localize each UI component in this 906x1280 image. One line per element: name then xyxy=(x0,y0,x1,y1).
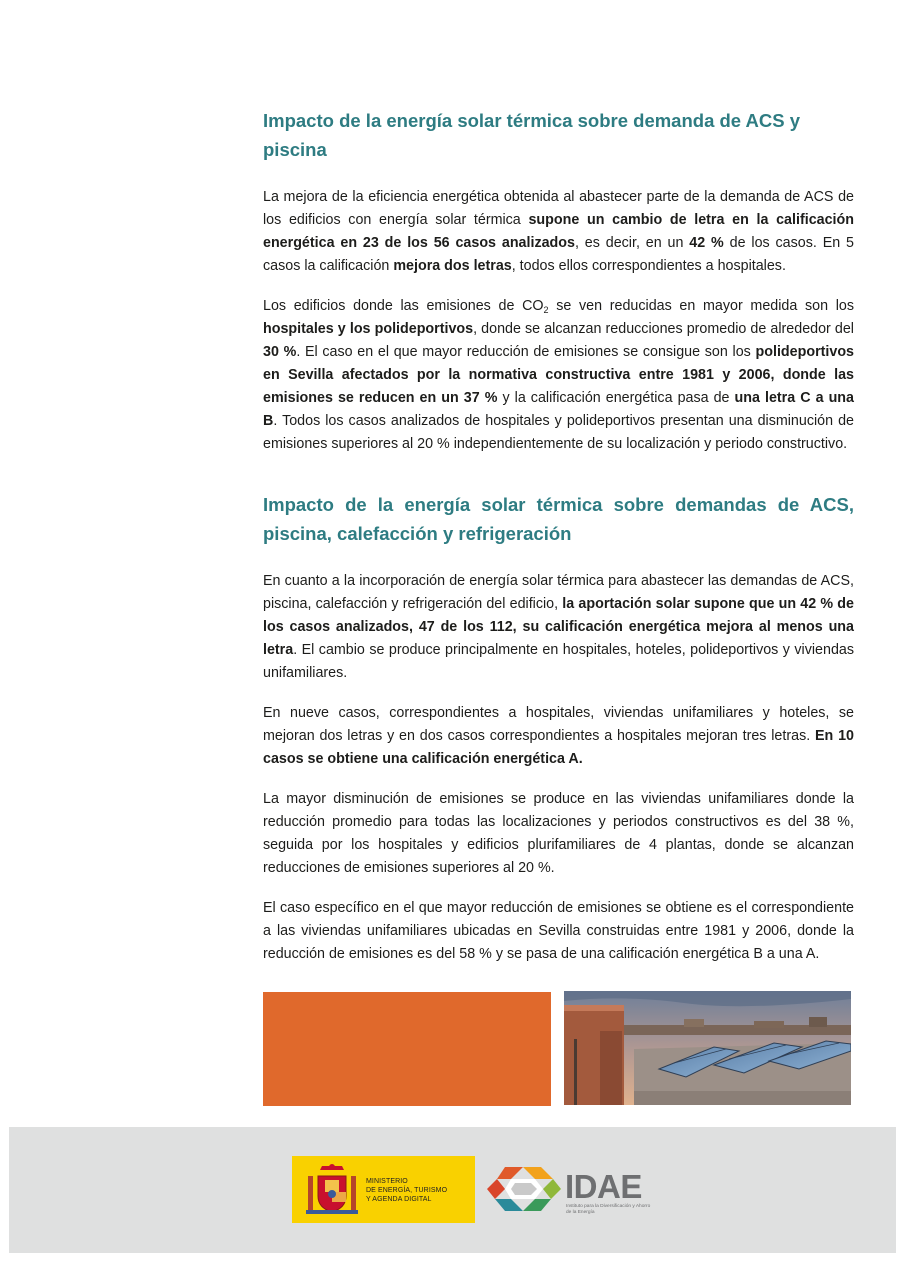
orange-color-block xyxy=(263,992,551,1106)
section2-paragraph-1: En cuanto a la incorporación de energía solar térmica para abastecer las demandas de ACS, piscina, calefacción y refrigeración del edificio, la aportación solar supone que un 42 % de los casos analizados, 47 de los 112, su calificación energética mejora al menos una letra. El cambio se produce principalmente en hospitales, hoteles, polideportivos y viviendas unifamiliares. xyxy=(263,573,854,681)
section2-paragraph-4: El caso específico en el que mayor reducción de emisiones se obtiene es el correspondiente a las viviendas unifamiliares ubicadas en Sevilla construidas entre 1981 y 2006, donde la reducción de emisiones es del 58 % y se pasa de una calificación energética B a una A. xyxy=(263,900,854,962)
footer-logo-bar xyxy=(9,1127,896,1253)
section2-heading: Impacto de la energía solar térmica sobre demandas de ACS, piscina, calefacción y refrigeración xyxy=(263,494,854,544)
ministry-name: MINISTERIO DE ENERGÍA, TURISMO Y AGENDA DIGITAL xyxy=(366,1178,448,1203)
idae-knot-logo-icon xyxy=(485,1161,563,1217)
ministry-logo xyxy=(292,1156,475,1223)
document-body xyxy=(263,106,854,983)
spain-coat-of-arms-icon xyxy=(304,1162,360,1218)
idae-wordmark: IDAE xyxy=(565,1168,642,1205)
section1-heading: Impacto de la energía solar térmica sobre demanda de ACS y piscina xyxy=(263,110,801,160)
section1-paragraph-2: Los edificios donde las emisiones de $CO_2$ se ven reducidas en mayor medida son los hospitales y los polideportivos, donde se alcanzan reducciones promedio de alrededor del 30 %. El caso en el que mayor reducción de emisiones se consigue son los polideportivos en Sevilla afectados por la normativa constructiva entre 1981 y 2006, donde las emisiones se reducen en un 37 % y la calificación energética pasa de una letra C a una B. Todos los casos analizados de hospitales y polideportivos presentan una disminución de emisiones superiores al 20 % independientemente de su localización y periodo constructivo. xyxy=(263,298,855,452)
solar-panels-rooftop-photo xyxy=(564,991,851,1105)
section1-paragraph-1: La mejora de la eficiencia energética obtenida al abastecer parte de la demanda de ACS de los edificios con energía solar térmica supone un cambio de letra en la calificación energética en 23 de los 56 casos analizados, es decir, en un 42 % de los casos. En 5 casos la calificación mejora dos letras, todos ellos correspondientes a hospitales. xyxy=(263,189,854,274)
section2-paragraph-3: La mayor disminución de emisiones se produce en las viviendas unifamiliares donde la reducción promedio para todas las localizaciones y periodos constructivos es del 38 %, seguida por los hospitales y edificios plurifamiliares de 4 plantas, donde se alcanzan reducciones de emisiones superiores al 20 %. xyxy=(263,791,854,876)
section2-paragraph-2: En nueve casos, correspondientes a hospitales, viviendas unifamiliares y hoteles, se mejoran dos letras y en dos casos correspondientes a hospitales mejoran tres letras. En 10 casos se obtiene una calificación energética A. xyxy=(263,705,854,767)
idae-subtitle: Instituto para la Diversificación y Ahorro de la Energía xyxy=(566,1204,651,1215)
